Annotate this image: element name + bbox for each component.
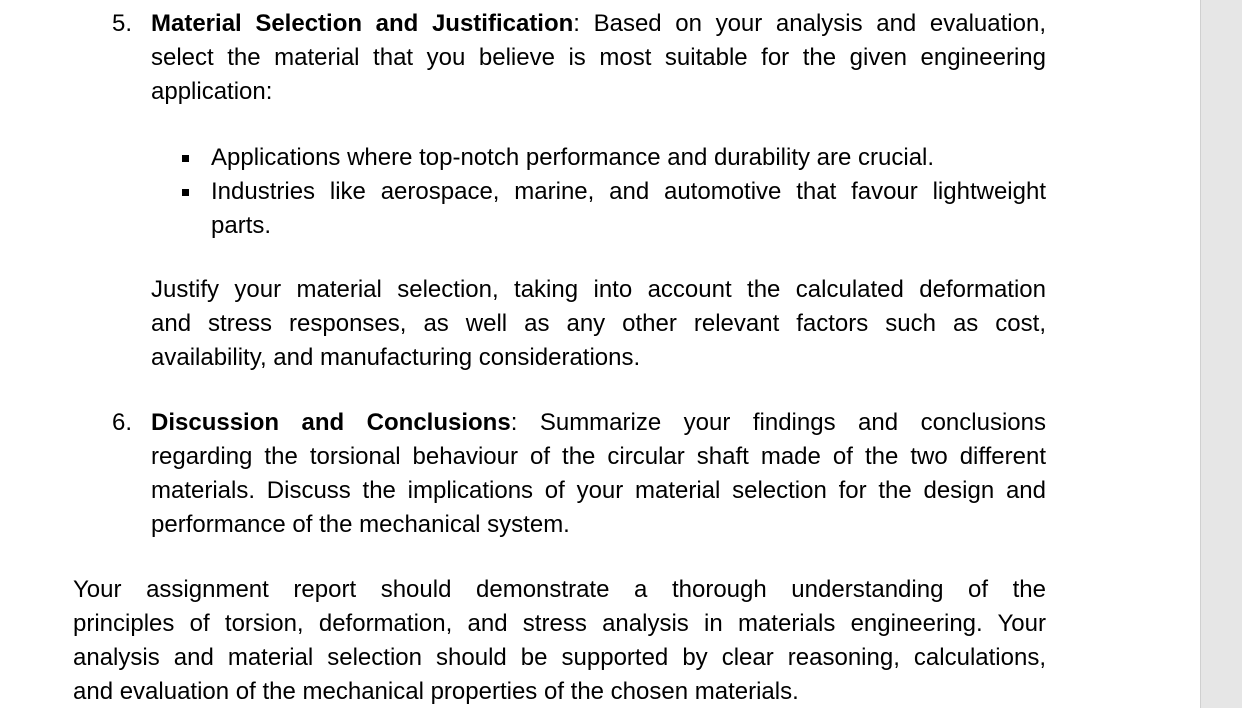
item-text-line: materials. Discuss the implications of your material selection for the design and xyxy=(151,477,1046,504)
bullet-text-line: parts. xyxy=(211,212,272,239)
item-text-line: performance of the mechanical system. xyxy=(151,511,570,538)
paragraph-line: availability, and manufacturing considerations. xyxy=(151,344,641,371)
bullet-text-line: Applications where top-notch performance and durability are crucial. xyxy=(211,144,935,171)
paragraph-line: principles of torsion, deformation, and stress analysis in materials engineering. Your xyxy=(73,610,1046,637)
paragraph-line: Justify your material selection, taking into account the calculated deformation xyxy=(151,276,1046,303)
paragraph-line: and evaluation of the mechanical properties of the chosen materials. xyxy=(73,678,799,705)
closing-paragraph xyxy=(73,573,1046,709)
item-heading: Discussion and Conclusions xyxy=(151,409,511,436)
item-text-line: regarding the torsional behaviour of the circular shaft made of the two different xyxy=(151,443,1046,470)
item-text-line: application: xyxy=(151,78,273,105)
paragraph-line: Your assignment report should demonstrate a thorough understanding of the xyxy=(73,576,1046,603)
bullet-list xyxy=(151,141,1046,243)
justification-paragraph xyxy=(151,273,1046,375)
item-text-line: : Based on your analysis and evaluation, xyxy=(573,10,1046,37)
item-heading: Material Selection and Justification xyxy=(151,10,574,37)
item-text-line: : Summarize your findings and conclusions xyxy=(510,409,1046,436)
item-number: 6. xyxy=(112,409,133,436)
bullet-item xyxy=(151,175,1046,243)
list-item-6 xyxy=(112,406,1046,542)
square-bullet-icon xyxy=(182,155,189,162)
bullet-item xyxy=(151,141,1046,175)
item-text-line: select the material that you believe is most suitable for the given engineering xyxy=(151,44,1046,71)
paragraph-line: analysis and material selection should be supported by clear reasoning, calculations, xyxy=(73,644,1046,671)
list-item-5 xyxy=(112,7,1046,109)
bullet-text-line: Industries like aerospace, marine, and automotive that favour lightweight xyxy=(211,178,1046,205)
item-number: 5. xyxy=(112,10,133,37)
square-bullet-icon xyxy=(182,189,189,196)
scrollbar-track[interactable] xyxy=(1200,0,1242,708)
paragraph-line: and stress responses, as well as any other relevant factors such as cost, xyxy=(151,310,1046,337)
